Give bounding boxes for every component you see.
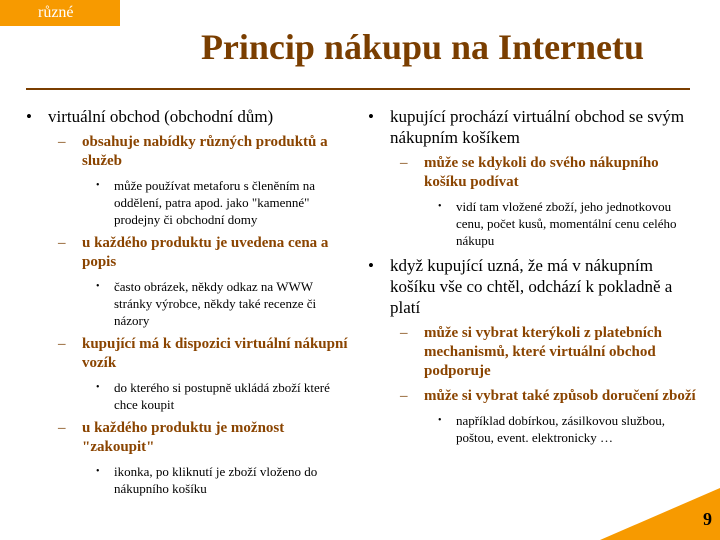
note-item [24,379,354,413]
sub-item [24,419,354,457]
slide-title: Princip nákupu na Internetu [200,27,645,67]
sub-item-text: může si vybrat kterýkoli z platebních mechanismů, které virtuální obchod podporuje [424,325,662,379]
sub-item-text: u každého produktu je uvedena cena a popis [82,235,329,270]
note-text: často obrázek, někdy odkaz na WWW stránky výrobce, někdy také recenze či názory [114,279,317,328]
sub-item [24,133,354,171]
bullet-item [366,255,696,318]
sub-item [366,154,696,192]
sub-item [366,387,696,406]
dash-icon: – [58,235,66,251]
bullet-icon: • [26,107,32,126]
small-bullet-icon: • [96,382,100,393]
dash-icon: – [400,388,408,404]
dash-icon: – [400,155,408,171]
note-item [24,177,354,228]
sub-item [366,324,696,381]
bullet-item [366,106,696,148]
bullet-text: když kupující uzná, že má v nákupním košíku vše co chtěl, odchází k pokladně a platí [390,256,673,317]
note-text: do kterého si postupně ukládá zboží které chce koupit [114,380,330,412]
note-text: ikonka, po kliknutí je zboží vloženo do nákupního košíku [114,464,318,496]
bullet-item [24,106,354,127]
bullet-icon: • [368,256,374,275]
sub-item-text: u každého produktu je možnost "zakoupit" [82,420,285,455]
note-text: může používat metaforu s členěním na oddělení, patra apod. jako "kamenné" prodejny či obchodní domy [114,178,316,227]
sub-item-text: může se kdykoli do svého nákupního košíku podívat [424,155,659,190]
note-item [24,278,354,329]
bullet-text: kupující prochází virtuální obchod se svým nákupním košíkem [390,107,685,147]
small-bullet-icon: • [96,180,100,191]
section-tag: různé [0,0,120,26]
sub-item [24,335,354,373]
bullet-text: virtuální obchod (obchodní dům) [48,107,274,126]
sub-item-text: obsahuje nabídky různých produktů a služeb [82,134,328,169]
dash-icon: – [58,134,66,150]
right-column [366,106,696,452]
dash-icon: – [58,336,66,352]
left-column [24,106,354,503]
small-bullet-icon: • [438,415,442,426]
note-item [366,412,696,446]
note-item [366,198,696,249]
dash-icon: – [58,420,66,436]
sub-item-text: kupující má k dispozici virtuální nákupní vozík [82,336,348,371]
note-text: například dobírkou, zásilkovou službou, poštou, event. elektronicky … [456,413,666,445]
dash-icon: – [400,325,408,341]
small-bullet-icon: • [438,201,442,212]
page-number: 9 [703,509,712,529]
small-bullet-icon: • [96,281,100,292]
small-bullet-icon: • [96,466,100,477]
sub-item-text: může si vybrat také způsob doručení zboží [424,388,696,404]
bullet-icon: • [368,107,374,126]
sub-item [24,234,354,272]
note-item [24,463,354,497]
corner-decoration [600,488,720,540]
note-text: vidí tam vložené zboží, jeho jednotkovou cenu, počet kusů, momentální cenu celého nákupu [456,199,677,248]
title-divider [26,88,690,90]
